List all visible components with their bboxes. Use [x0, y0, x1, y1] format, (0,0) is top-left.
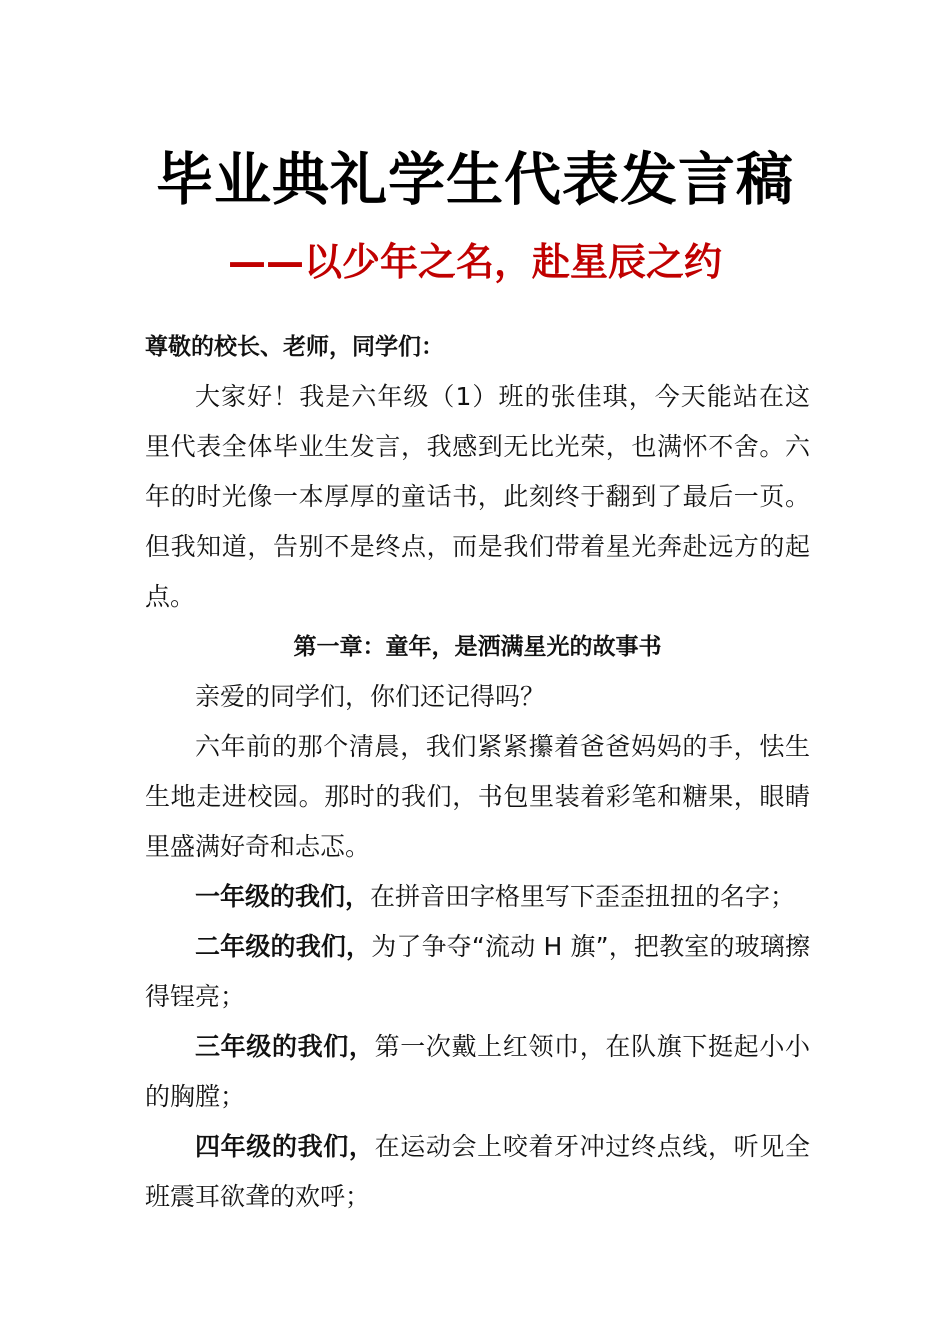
document-title: 毕业典礼学生代表发言稿 [156, 147, 794, 213]
grade-lead: 四年级的我们， [195, 1132, 375, 1161]
grade-text: 第一次戴上红领巾，在队旗下挺起小小的胸膛； [145, 1032, 810, 1111]
speech-body [145, 322, 810, 1222]
paragraph-question: 亲爱的同学们，你们还记得吗？ [195, 682, 546, 711]
grade-lead: 二年级的我们， [195, 932, 372, 961]
grade-lead: 一年级的我们， [195, 882, 371, 911]
grade-item-2 [145, 922, 810, 1022]
paragraph-memory: 六年前的那个清晨，我们紧紧攥着爸爸妈妈的手，怯生生地走进校园。那时的我们，书包里装着彩笔和糖果，眼睛里盛满好奇和忐忑。 [145, 732, 810, 861]
grade-item-1 [145, 872, 810, 922]
salutation: 尊敬的校长、老师，同学们： [145, 334, 444, 360]
grade-item-3 [145, 1022, 810, 1122]
grade-text: 为了争夺“流动 H 旗”，把教室的玻璃擦得锃亮； [145, 932, 810, 1011]
grade-text: 在拼音田字格里写下歪歪扭扭的名字； [370, 882, 796, 911]
grade-lead: 三年级的我们， [195, 1032, 375, 1061]
chapter-heading: 第一章：童年，是洒满星光的故事书 [293, 634, 662, 660]
grade-item-4 [145, 1122, 810, 1222]
grade-text: 在运动会上咬着牙冲过终点线，听见全班震耳欲聋的欢呼； [145, 1132, 810, 1211]
document-subtitle: ——以少年之名，赴星辰之约 [227, 240, 722, 284]
intro-paragraph: 大家好！我是六年级（1）班的张佳琪，今天能站在这里代表全体毕业生发言，我感到无比光荣，也满怀不舍。六年的时光像一本厚厚的童话书，此刻终于翻到了最后一页。但我知道，告别不是终点，而是我们带着星光奔赴远方的起点。 [145, 382, 810, 611]
